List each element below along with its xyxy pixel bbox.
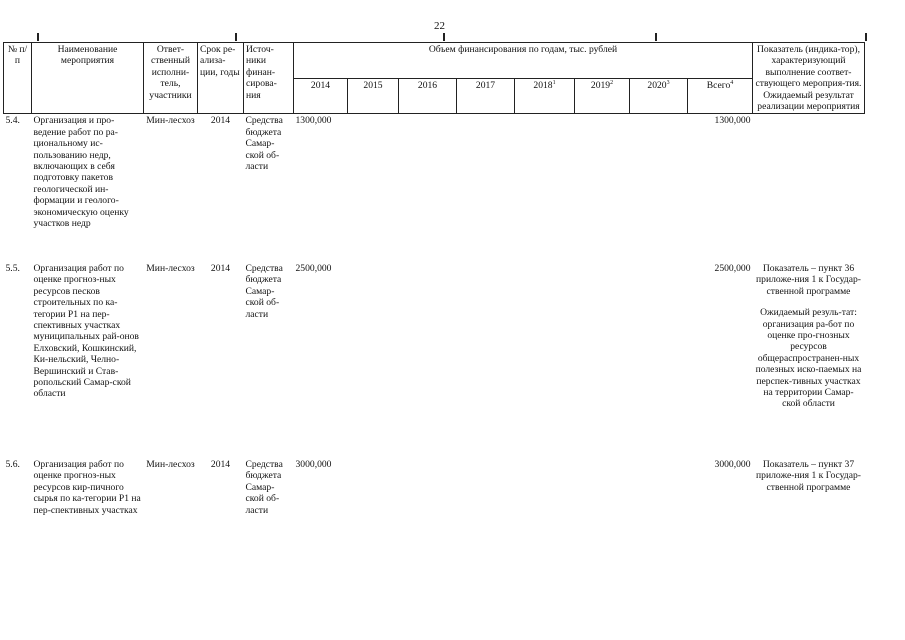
amount-2014: 1300,000	[295, 115, 332, 127]
amount-total: 3000,000	[714, 458, 751, 470]
footnote-mark: 3	[666, 79, 670, 86]
amount-2019	[575, 114, 630, 262]
footnote-mark: 4	[730, 79, 734, 86]
term: 2014	[210, 262, 231, 274]
amount-2015	[348, 262, 399, 458]
indicator-reference: Показатель – пункт 37 приложе-ния 1 к Государ-ственной программе	[756, 458, 861, 493]
header-source: Источ-ники финан-сирова-ния	[244, 43, 294, 114]
program-activities-table	[3, 42, 865, 538]
amount-2014: 3000,000	[295, 458, 332, 470]
executor: Мин-лесхоз	[146, 115, 195, 127]
column-tick-mark	[655, 33, 657, 41]
table-row	[4, 262, 865, 458]
funding-source: Средства бюджета Самар-ской об-ласти	[245, 262, 283, 320]
amount-2017	[457, 114, 515, 262]
header-year-2014: 2014	[294, 78, 348, 114]
term: 2014	[210, 115, 231, 127]
expected-result: Ожидаемый резуль-тат: организация ра-бот по оценке про-гнозных ресурсов общераспространен-ных полезных иско-паемых на перспек-тивных участках на территории Самар-ской области	[755, 307, 862, 410]
amount-2020	[630, 114, 688, 262]
header-executor: Ответ-ственный исполни-тель, участники	[144, 43, 198, 114]
funding-source: Средства бюджета Самар-ской об-ласти	[245, 458, 283, 516]
executor: Мин-лесхоз	[146, 262, 195, 274]
header-year-2019: 2019$^2$	[575, 78, 630, 114]
header-total: Всего$^4$	[688, 78, 753, 114]
row-number: 5.6.	[5, 458, 20, 470]
amount-2016	[399, 262, 457, 458]
header-year-2017: 2017	[457, 78, 515, 114]
term: 2014	[210, 458, 231, 470]
amount-2017	[457, 458, 515, 538]
header-name: Наименование мероприятия	[32, 43, 144, 114]
header-year-2018: 2018$^1$	[515, 78, 575, 114]
indicator	[753, 262, 865, 458]
amount-2016	[399, 114, 457, 262]
header-term: Срок ре-ализа-ции, годы	[198, 43, 244, 114]
activity-name: Организация работ по оценке прогноз-ных ресурсов песков строительных по ка-тегории Р1 на пер-спективных участках муниципальных рай-онов Елховский, Кошкинский, Ки-нельский, Челно-Вершинский и Став-ропольский Самар-ской области	[33, 262, 139, 400]
column-tick-mark	[443, 33, 445, 41]
header-year-2016: 2016	[399, 78, 457, 114]
amount-2018	[515, 262, 575, 458]
header-row	[4, 43, 865, 79]
activity-name: Организация работ по оценке прогноз-ных ресурсов кир-пичного сырья по ка-тегории Р1 на пер-спективных участках	[33, 458, 141, 516]
page-number: 22	[434, 20, 445, 32]
row-number: 5.4.	[5, 115, 20, 127]
executor: Мин-лесхоз	[146, 458, 195, 470]
column-tick-mark	[865, 33, 867, 41]
indicator	[753, 114, 865, 262]
amount-2017	[457, 262, 515, 458]
activity-name: Организация и про-ведение работ по ра-циональному ис-пользованию недр, включающих в себя подготовку пакетов геологической ин-формации и геолого-экономическую оценку участков недр	[33, 115, 129, 230]
header-indicator: Показатель (индика-тор), характеризующий выполнение соответ-ствующего мероприя-тия. Ожидаемый результат реализации мероприятия	[753, 43, 865, 114]
indicator-reference: Показатель – пункт 36 приложе-ния 1 к Государ-ственной программе	[756, 262, 861, 297]
column-tick-mark	[37, 33, 39, 41]
amount-2015	[348, 114, 399, 262]
header-number: № п/п	[4, 43, 32, 114]
row-number: 5.5.	[5, 262, 20, 274]
amount-2020	[630, 458, 688, 538]
amount-2019	[575, 262, 630, 458]
amount-total: 1300,000	[714, 115, 751, 127]
table-row	[4, 114, 865, 262]
amount-2020	[630, 262, 688, 458]
footnote-mark: 2	[610, 79, 614, 86]
funding-source: Средства бюджета Самар-ской об-ласти	[245, 115, 283, 173]
amount-2019	[575, 458, 630, 538]
amount-2016	[399, 458, 457, 538]
amount-2014: 2500,000	[295, 262, 332, 274]
table-row	[4, 458, 865, 538]
footnote-mark: 1	[552, 79, 556, 86]
header-year-2015: 2015	[348, 78, 399, 114]
indicator	[753, 458, 865, 538]
header-funding-group: Объем финансирования по годам, тыс. рублей	[294, 43, 753, 79]
amount-2015	[348, 458, 399, 538]
amount-total: 2500,000	[714, 262, 751, 274]
column-tick-mark	[235, 33, 237, 41]
amount-2018	[515, 458, 575, 538]
amount-2018	[515, 114, 575, 262]
header-year-2020: 2020$^3$	[630, 78, 688, 114]
